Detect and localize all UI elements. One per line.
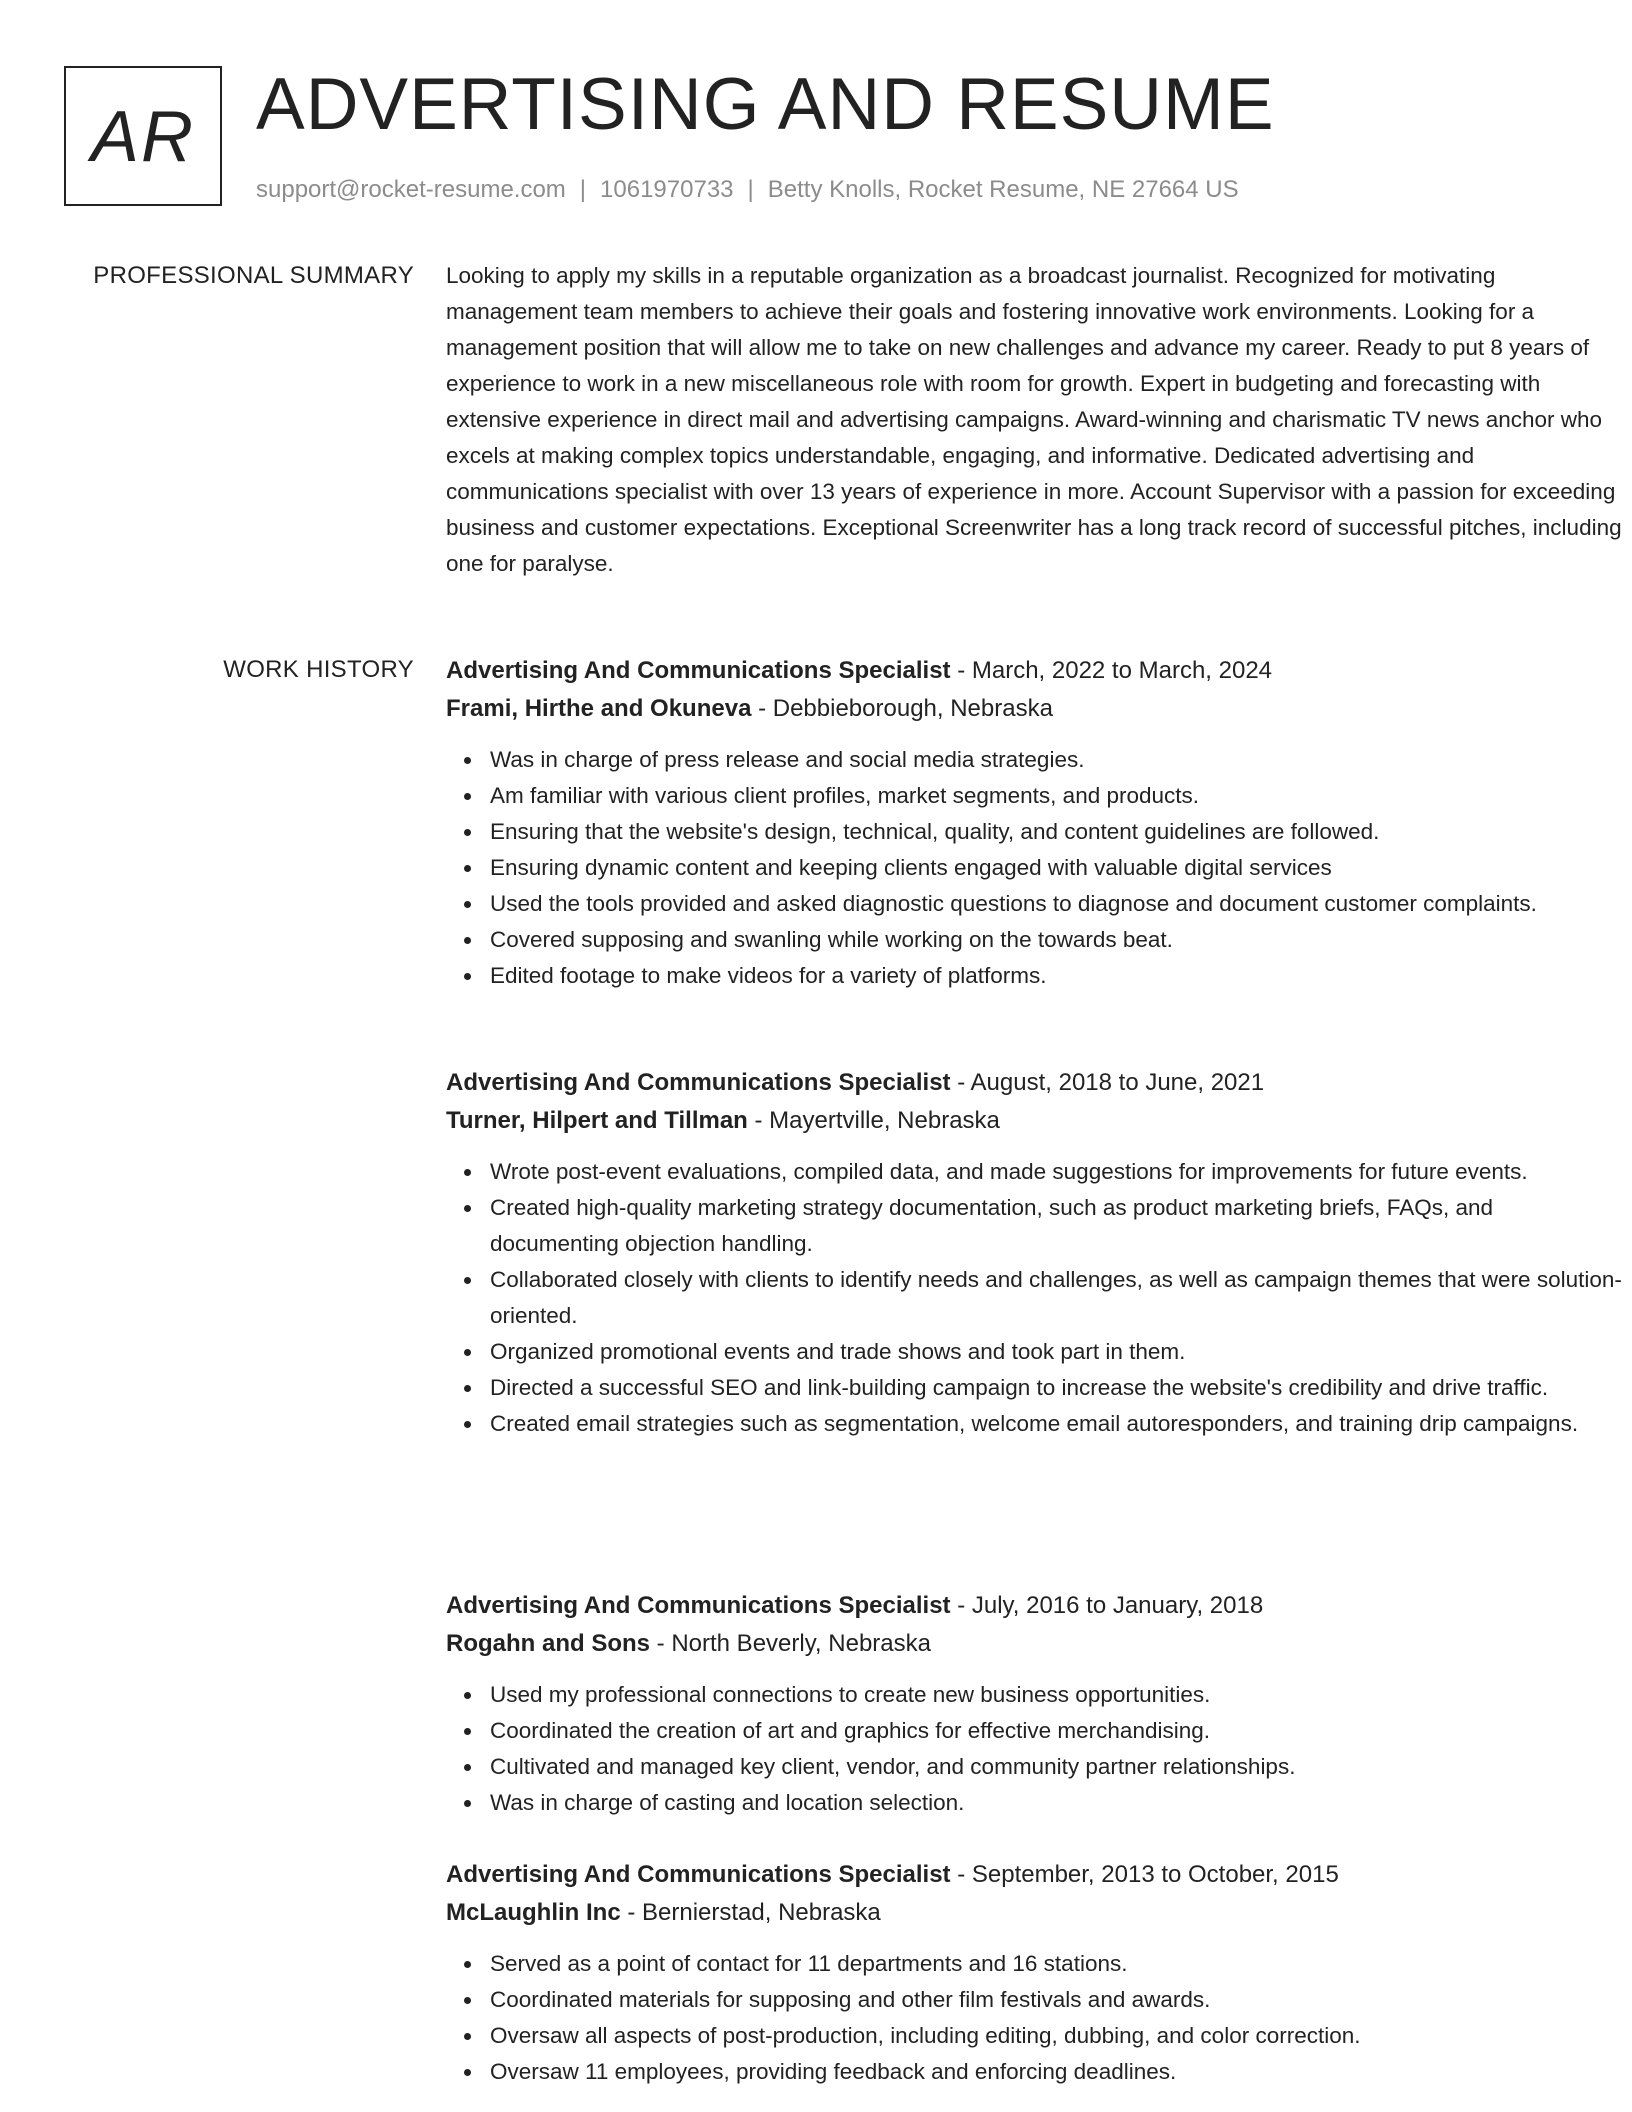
bullet-item: Am familiar with various client profiles, market segments, and products. xyxy=(490,778,1626,814)
job-title-line xyxy=(446,652,1626,690)
bullet-item: Coordinated the creation of art and graphics for effective merchandising. xyxy=(490,1713,1626,1749)
bullet-item: Used the tools provided and asked diagnostic questions to diagnose and document customer complaints. xyxy=(490,886,1626,922)
job-company: Frami, Hirthe and Okuneva xyxy=(446,695,752,722)
monogram-initials: AR xyxy=(90,97,196,177)
bullet-item: Created email strategies such as segmentation, welcome email autoresponders, and training drip campaigns. xyxy=(490,1406,1626,1442)
summary-text: Looking to apply my skills in a reputable organization as a broadcast journalist. Recognized for motivating management team members to achieve their goals and fostering innovative work environments. Looking for a management position that will allow me to take on new challenges and advance my career. Ready to put 8 years of experience to work in a new miscellaneous role with room for growth. Expert in budgeting and forecasting with extensive experience in direct mail and advertising campaigns. Award-winning and charismatic TV news anchor who excels at making complex topics understandable, engaging, and informative. Dedicated advertising and communications specialist with over 13 years of experience in more. Account Supervisor with a passion for exceeding business and customer expectations. Exceptional Screenwriter has a long track record of successful pitches, including one for paralyse. xyxy=(446,263,1622,576)
job-title-line xyxy=(446,1064,1626,1102)
job-bullets xyxy=(446,1677,1626,1821)
job-company: Turner, Hilpert and Tillman xyxy=(446,1107,748,1134)
job-title: Advertising And Communications Specialist xyxy=(446,1592,951,1619)
job-company-line xyxy=(446,1102,1626,1140)
job-dates: - July, 2016 to January, 2018 xyxy=(950,1592,1264,1619)
job-title: Advertising And Communications Specialist xyxy=(446,657,951,684)
monogram-logo xyxy=(64,66,222,206)
bullet-item: Was in charge of casting and location selection. xyxy=(490,1785,1626,1821)
job-title: Advertising And Communications Specialist xyxy=(446,1861,951,1888)
job-entry xyxy=(446,1856,1626,2090)
contact-phone: 1061970733 xyxy=(600,176,734,203)
job-company-line xyxy=(446,1625,1626,1663)
job-title-line xyxy=(446,1587,1626,1625)
contact-separator: | xyxy=(747,176,754,203)
job-company: Rogahn and Sons xyxy=(446,1630,650,1657)
job-company-line xyxy=(446,1894,1626,1932)
contact-address: Betty Knolls, Rocket Resume, NE 27664 US xyxy=(767,176,1239,203)
contact-separator: | xyxy=(579,176,587,203)
bullet-item: Ensuring dynamic content and keeping clients engaged with valuable digital services xyxy=(490,850,1626,886)
job-bullets xyxy=(446,742,1626,994)
bullet-item: Was in charge of press release and social media strategies. xyxy=(490,742,1626,778)
bullet-item: Oversaw all aspects of post-production, including editing, dubbing, and color correction. xyxy=(490,2018,1626,2054)
resume-header xyxy=(64,66,1568,216)
bullet-item: Served as a point of contact for 11 departments and 16 stations. xyxy=(490,1946,1626,1982)
bullet-item: Ensuring that the website's design, technical, quality, and content guidelines are followed. xyxy=(490,814,1626,850)
job-entry xyxy=(446,1587,1626,1821)
bullet-item: Coordinated materials for supposing and other film festivals and awards. xyxy=(490,1982,1626,2018)
job-location: - North Beverly, Nebraska xyxy=(650,1630,931,1657)
job-dates: - August, 2018 to June, 2021 xyxy=(950,1069,1265,1096)
job-entry xyxy=(446,1064,1626,1442)
job-title-line xyxy=(446,1856,1626,1894)
job-bullets xyxy=(446,1154,1626,1442)
job-company-line xyxy=(446,690,1626,728)
section-heading: WORK HISTORY xyxy=(223,656,414,683)
job-company: McLaughlin Inc xyxy=(446,1899,621,1926)
bullet-item: Used my professional connections to create new business opportunities. xyxy=(490,1677,1626,1713)
job-location: - Mayertville, Nebraska xyxy=(747,1107,1000,1134)
job-location: - Bernierstad, Nebraska xyxy=(620,1899,881,1926)
bullet-item: Edited footage to make videos for a variety of platforms. xyxy=(490,958,1626,994)
job-bullets xyxy=(446,1946,1626,2090)
contact-line xyxy=(256,174,1239,206)
job-location: - Debbieborough, Nebraska xyxy=(751,695,1053,722)
bullet-item: Collaborated closely with clients to identify needs and challenges, as well as campaign themes that were solution-oriented. xyxy=(490,1262,1626,1334)
bullet-item: Directed a successful SEO and link-building campaign to increase the website's credibility and drive traffic. xyxy=(490,1370,1626,1406)
bullet-item: Cultivated and managed key client, vendor, and community partner relationships. xyxy=(490,1749,1626,1785)
bullet-item: Organized promotional events and trade shows and took part in them. xyxy=(490,1334,1626,1370)
contact-email: support@rocket-resume.com xyxy=(256,176,566,203)
bullet-item: Wrote post-event evaluations, compiled data, and made suggestions for improvements for future events. xyxy=(490,1154,1626,1190)
bullet-item: Oversaw 11 employees, providing feedback and enforcing deadlines. xyxy=(490,2054,1626,2090)
job-entry xyxy=(446,652,1626,994)
job-title: Advertising And Communications Specialist xyxy=(446,1069,951,1096)
section-heading: PROFESSIONAL SUMMARY xyxy=(93,262,414,289)
job-dates: - September, 2013 to October, 2015 xyxy=(950,1861,1339,1888)
bullet-item: Covered supposing and swanling while working on the towards beat. xyxy=(490,922,1626,958)
candidate-name: ADVERTISING AND RESUME xyxy=(256,64,1275,145)
bullet-item: Created high-quality marketing strategy documentation, such as product marketing briefs, FAQs, and documenting objection handling. xyxy=(490,1190,1626,1262)
job-dates: - March, 2022 to March, 2024 xyxy=(950,657,1273,684)
